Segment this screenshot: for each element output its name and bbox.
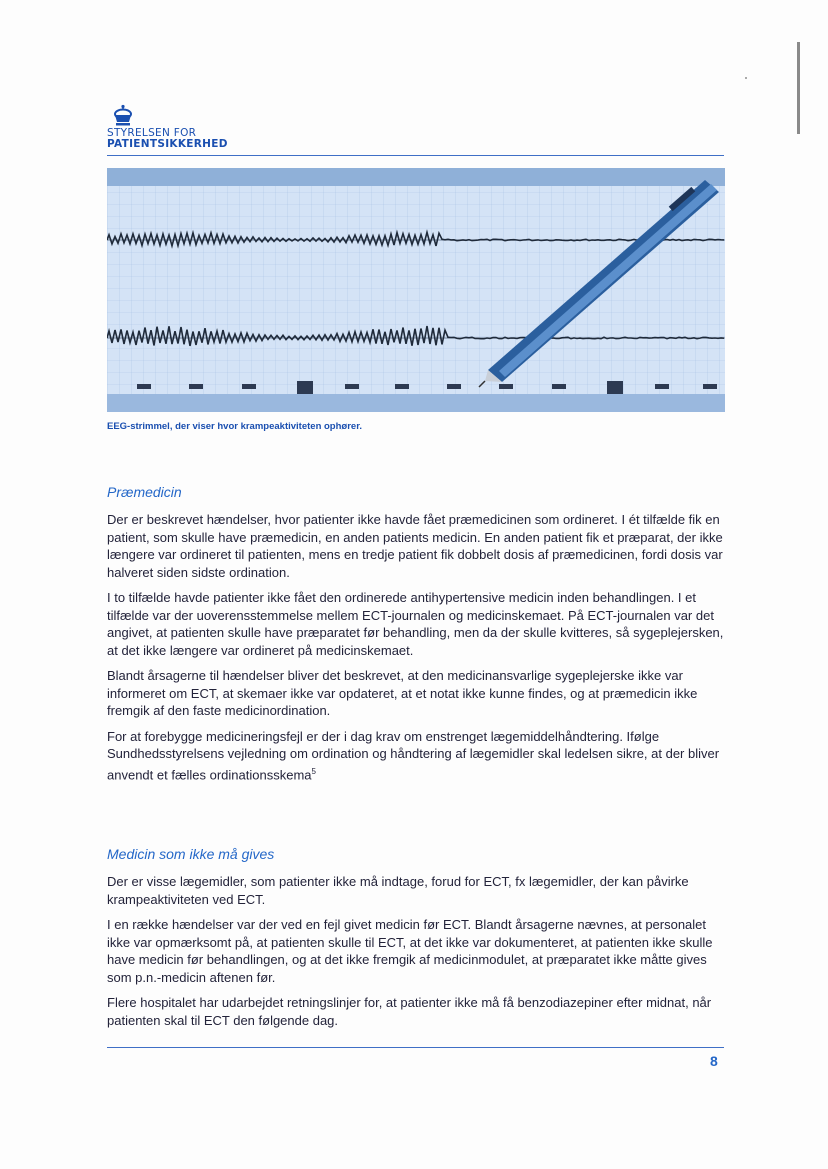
page-number: 8 (710, 1053, 718, 1069)
section-forbidden-medicine (107, 846, 727, 1037)
paragraph: I to tilfælde havde patienter ikke fået den ordinerede antihypertensive medicin inden behandlingen. I et tilfælde var der uoverensstemmelse mellem ECT-journalen og medicinskemaet. På ECT-journalen var det angivet, at patienten skulle have præparatet før behandling, men da der skulle kvitteres, så sygeplejersken, at det ikke længere var ordineret på medicinskemaet. (107, 590, 724, 658)
header-divider (107, 155, 724, 156)
agency-logo (107, 104, 228, 150)
paragraph: I en række hændelser var der ved en fejl givet medicin før ECT. Blandt årsagerne nævnes, at personalet ikke var opmærksomt på, at patienten skulle til ECT, at det ikke var dokumenteret, at patienten ikke skulle have medicin før behandlingen, og at det ikke fremgik af medicinmodulet, at præparatet ikke måtte gives som p.n.-medicin aftenen før. (107, 917, 713, 985)
logo-text-line1: STYRELSEN FOR (107, 127, 197, 139)
footer-divider (107, 1047, 724, 1048)
paragraph: Flere hospitalet har udarbejdet retningslinjer for, at patienter ikke må få benzodiazepiner efter midnat, når patienten skal til ECT den følgende dag. (107, 995, 712, 1028)
paragraph: Der er visse lægemidler, som patienter ikke må indtage, forud for ECT, fx lægemidler, der kan påvirke krampeaktiviteten ved ECT. (107, 874, 689, 907)
section-heading: Præmedicin (107, 484, 182, 500)
footnote-ref[interactable]: 5 (311, 766, 316, 776)
figure-caption: EEG-strimmel, der viser hvor krampeaktiviteten ophører. (107, 421, 363, 432)
crown-icon (111, 104, 135, 128)
paragraph: Der er beskrevet hændelser, hvor patienter ikke havde fået præmedicinen som ordineret. I ét tilfælde fik en patient, som skulle have præmedicin, en anden patients medicin. En anden patient fik et præparat, der ikke længere var ordineret til patienten, mens en tredje patient fik dobbelt dosis af præmedicinen, fordi dosis var halveret siden sidste ordination. (107, 512, 723, 580)
paragraph-text: For at forebygge medicineringsfejl er der i dag krav om enstrenget lægemiddelhåndtering. Ifølge Sundhedsstyrelsens vejledning om ordination og håndtering af lægemidler skal ledelsen sikre, at der bliver anvendt et fælles ordinationsskema (107, 728, 720, 782)
scan-edge-mark (797, 42, 800, 134)
logo-text-line2: PATIENTSIKKERHED (107, 138, 228, 150)
section-premedication (107, 484, 727, 791)
paragraph: Blandt årsagerne til hændelser bliver det beskrevet, at den medicinansvarlige sygeplejerske ikke var informeret om ECT, at skemaer ikke var opdateret, at et notat ikke kunne findes, og at præmedicin ikke fremgik af den faste medicinordination. (107, 668, 698, 718)
eeg-strip-image (107, 168, 725, 412)
scan-speck (745, 77, 747, 79)
section-heading: Medicin som ikke må gives (107, 846, 275, 862)
paragraph (107, 728, 727, 784)
